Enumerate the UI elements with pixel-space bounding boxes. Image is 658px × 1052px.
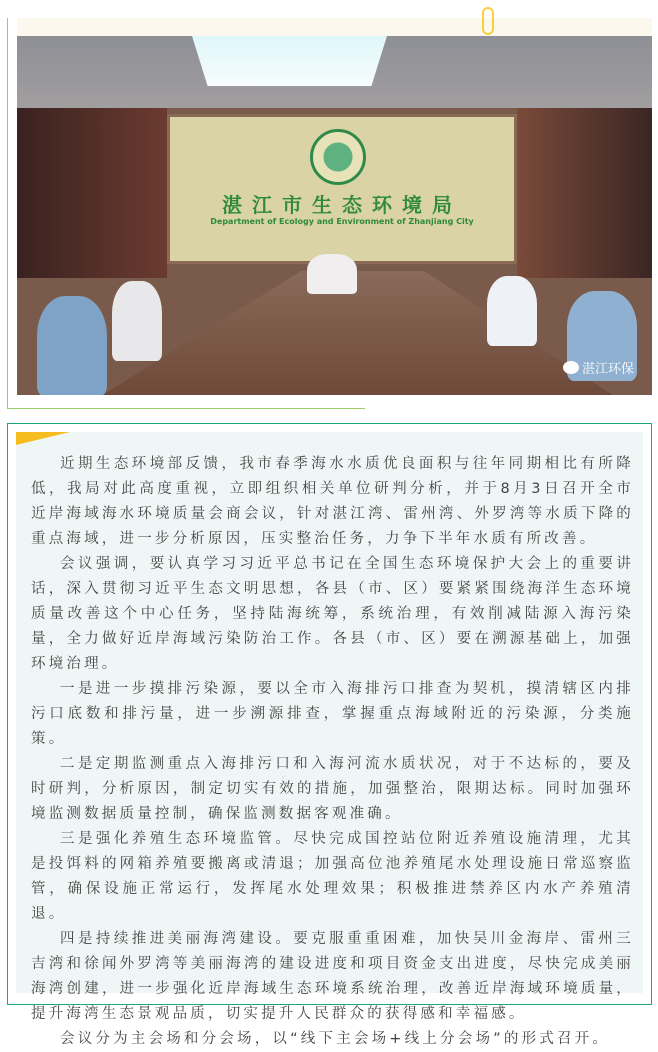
paragraph: 近期生态环境部反馈，我市春季海水水质优良面积与往年同期相比有所降低，我局对此高度重视，立即组织相关单位研判分析，并于8月3日召开全市近岸海域海水环境质量会商会议，针对湛江湾、雷州湾、外罗湾等水质下降的重点海域，进一步分析原因，压实整治任务，力争下半年水质有所改善。 bbox=[31, 456, 634, 547]
attendees bbox=[17, 236, 652, 395]
skylight bbox=[192, 36, 387, 86]
article-box bbox=[7, 423, 652, 1047]
photo-header-band bbox=[17, 18, 652, 36]
attendee bbox=[37, 296, 107, 395]
agency-logo-icon bbox=[310, 129, 366, 185]
decorative-horizontal-line bbox=[7, 408, 365, 409]
wechat-icon bbox=[563, 361, 579, 374]
watermark bbox=[563, 358, 634, 377]
paragraph: 二是定期监测重点入海排污口和入海河流水质状况，对于不达标的，要及时研判，分析原因，制定切实有效的措施，加强整治，限期达标。同时加强环境监测数据质量控制，确保监测数据客观准确。 bbox=[31, 756, 634, 822]
article-body bbox=[16, 432, 643, 1047]
corner-triangle bbox=[16, 432, 70, 445]
paragraph: 四是持续推进美丽海湾建设。要克服重重困难，加快吴川金海岸、雷州三吉湾和徐闻外罗湾等美丽海湾的建设进度和项目资金支出进度，尽快完成美丽海湾创建，进一步强化近岸海域生态环境系统治理，改善近岸海域环境质量，提升海湾生态景观品质，切实提升人民群众的获得感和幸福感。 bbox=[31, 931, 634, 1022]
sign-english: Department of Ecology and Environment of Zhanjiang City bbox=[210, 217, 474, 226]
article-text bbox=[31, 452, 634, 1052]
meeting-photo bbox=[17, 36, 652, 395]
attendee bbox=[112, 281, 162, 361]
paragraph: 会议强调，要认真学习习近平总书记在全国生态环境保护大会上的重要讲话，深入贯彻习近平生态文明思想，各县（市、区）要紧紧围绕海洋生态环境质量改善这个中心任务，坚持陆海统筹，系统治理，有效削减陆源入海污染量，全力做好近岸海域污染防治工作。各县（市、区）要在溯源基础上，加强环境治理。 bbox=[31, 556, 634, 672]
sign-chinese: 湛江市生态环境局 bbox=[222, 193, 462, 217]
paragraph: 三是强化养殖生态环境监管。尽快完成国控站位附近养殖设施清理，尤其是投饵料的网箱养殖要搬离或清退；加强高位池养殖尾水处理设施日常巡察监管，确保设施正常运行，发挥尾水处理效果；积极推进禁养区内水产养殖清退。 bbox=[31, 831, 634, 922]
decorative-vertical-line bbox=[7, 18, 8, 409]
watermark-text: 湛江环保 bbox=[581, 362, 634, 377]
paragraph: 会议分为主会场和分会场，以“线下主会场+线上分会场”的形式召开。 bbox=[60, 1031, 611, 1047]
paperclip-icon bbox=[482, 7, 494, 35]
paragraph: 一是进一步摸排污染源，要以全市入海排污口排查为契机，摸清辖区内排污口底数和排污量，进一步溯源排查，掌握重点海域附近的污染源，分类施策。 bbox=[31, 681, 634, 747]
attendee bbox=[307, 254, 357, 294]
attendee bbox=[487, 276, 537, 346]
